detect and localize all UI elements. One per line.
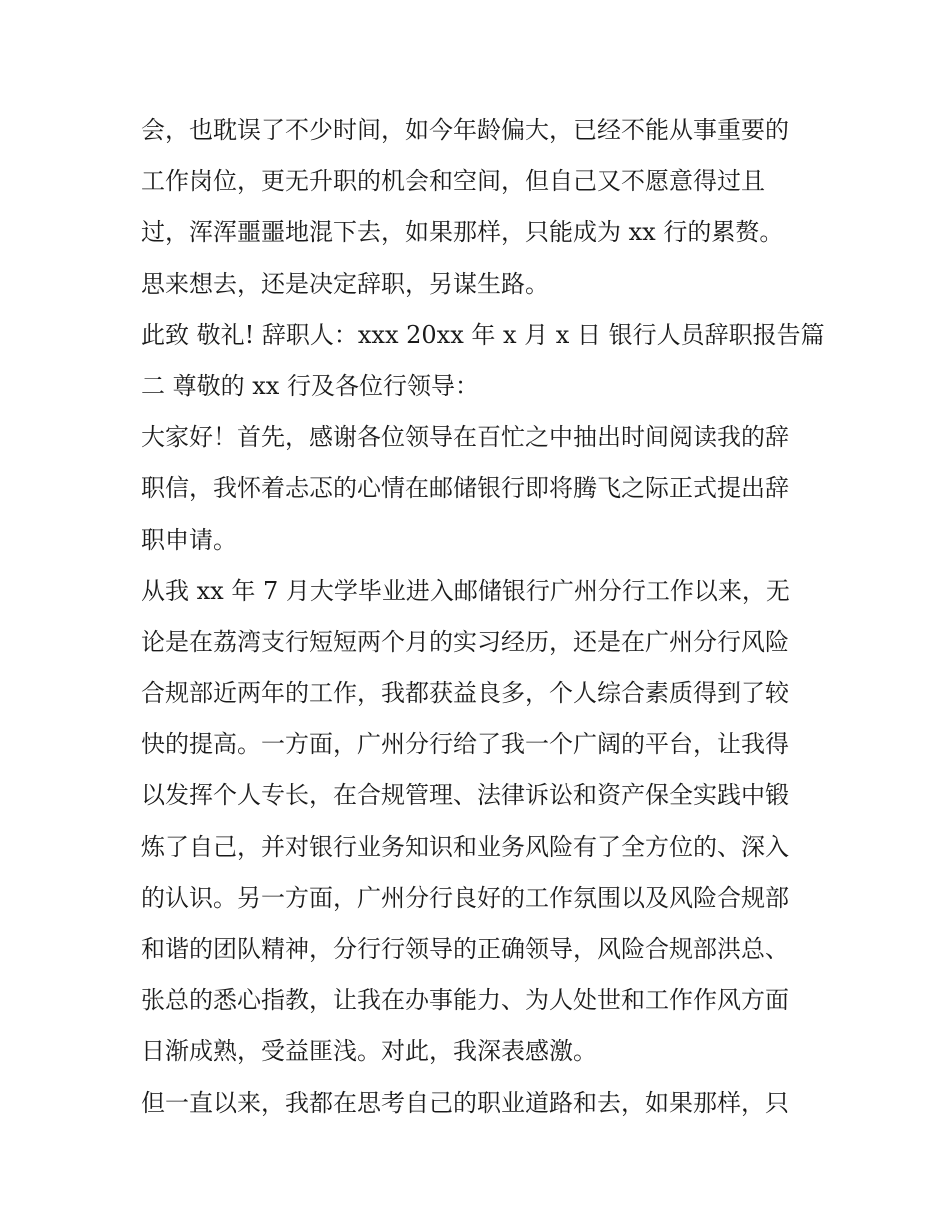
text-line: 合规部近两年的工作，我都获益良多，个人综合素质得到了较 [141,679,789,708]
text-line: 快的提高。一方面，广州分行给了我一个广阔的平台，让我得 [141,730,789,759]
text-line: 会，也耽误了不少时间，如今年龄偏大，已经不能从事重要的 [141,116,789,144]
text-line: 但一直以来，我都在思考自己的职业道路和去，如果那样，只 [141,1088,789,1117]
text-line: 二 尊敬的 xx 行及各位行领导： [141,371,479,400]
text-line: 思来想去，还是决定辞职，另谋生路。 [141,269,549,298]
body-text [141,105,825,1129]
text-line: 从我 xx 年 7 月大学毕业进入邮储银行广州分行工作以来，无 [141,576,790,605]
text-line: 职申请。 [141,525,237,554]
text-line: 以发挥个人专长，在合规管理、法律诉讼和资产保全实践中锻 [141,781,789,810]
text-line: 炼了自己，并对银行业务知识和业务风险有了全方位的、深入 [141,832,789,861]
text-line: 张总的悉心指教，让我在办事能力、为人处世和工作作风方面 [141,986,789,1015]
text-line: 和谐的团队精神，分行行领导的正确领导，风险合规部洪总、 [141,935,789,963]
text-line: 大家好！首先，感谢各位领导在百忙之中抽出时间阅读我的辞 [141,423,789,452]
text-line: 的认识。另一方面，广州分行良好的工作氛围以及风险合规部 [141,883,789,912]
text-line: 过，浑浑噩噩地混下去，如果那样，只能成为 xx 行的累赘。 [141,218,784,247]
text-line: 日渐成熟，受益匪浅。对此，我深表感激。 [141,1037,597,1066]
text-line: 职信，我怀着忐忑的心情在邮储银行即将腾飞之际正式提出辞 [141,474,789,503]
text-line: 工作岗位，更无升职的机会和空间，但自己又不愿意得过且 [141,167,765,196]
text-line: 论是在荔湾支行短短两个月的实习经历，还是在广州分行风险 [141,627,789,656]
text-line: 此致 敬礼! 辞职人：xxx 20xx 年 x 月 x 日 银行人员辞职报告篇 [141,320,825,349]
